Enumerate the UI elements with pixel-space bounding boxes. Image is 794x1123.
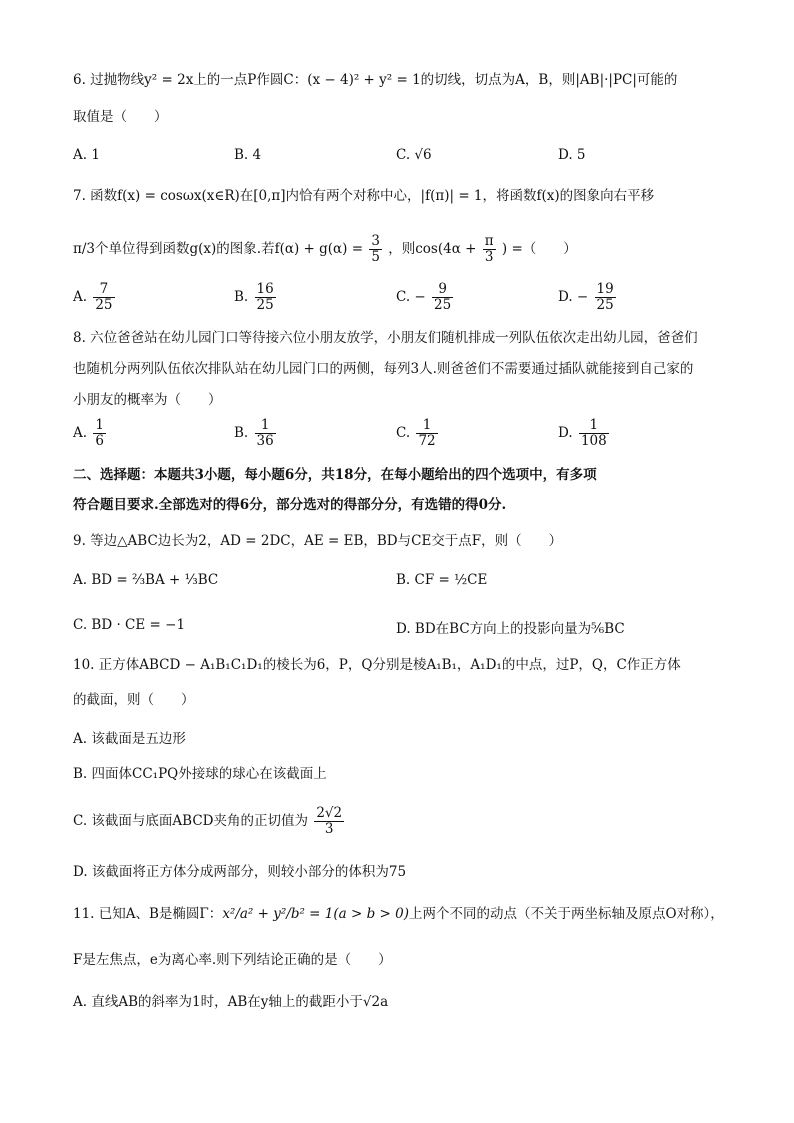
ellipse-equation: x²/a² + y²/b² = 1(a > b > 0) [222, 906, 409, 922]
question-7-stem-part-b: ，则cos(4α + [388, 240, 477, 257]
fraction-denominator: 3 [324, 820, 334, 837]
question-8-stem-line3: 小朋友的概率为（ ） [73, 392, 222, 408]
fraction-numerator: 16 [256, 281, 274, 297]
option-label: C. − [396, 288, 426, 305]
question-11-stem-line2: F是左焦点，e为离心率.则下列结论正确的是（ ） [73, 952, 392, 968]
fraction-numerator: 7 [93, 282, 114, 298]
question-10-option-a: A. 该截面是五边形 [73, 731, 186, 747]
option-fraction [416, 418, 437, 449]
fraction-numerator: 1 [416, 418, 437, 434]
question-9-option-b: B. CF = ½CE [396, 572, 488, 588]
question-8-stem-line1: 8. 六位爸爸站在幼儿园门口等待接六位小朋友放学，小朋友们随机排成一列队伍依次走出幼儿园，爸爸们 [73, 330, 698, 346]
question-6-stem-line1: 6. 过抛物线y² = 2x上的一点P作圆C：(x − 4)² + y² = 1的切线，切点为A，B，则|AB|·|PC|可能的 [73, 72, 678, 88]
question-9-option-c: C. BD · CE = −1 [73, 617, 186, 633]
fraction-denominator: 5 [371, 248, 380, 265]
section-2-heading-line2: 符合题目要求.全部选对的得6分，部分选对的得部分分，有选错的得0分. [73, 497, 507, 513]
question-7-fraction-3-5 [369, 234, 382, 265]
question-8-option-a [73, 418, 108, 449]
option-fraction [93, 418, 106, 449]
fraction-denominator: 6 [95, 432, 104, 449]
question-7-stem-line1: 7. 函数f(x) = cosωx(x∈R)在[0,π]内恰有两个对称中心，|f(π)| = 1，将函数f(x)的图象向右平移 [73, 188, 655, 204]
option-fraction [93, 282, 114, 313]
fraction-numerator: 1 [95, 417, 104, 433]
question-8-option-b [234, 418, 278, 449]
section-2-heading-line1: 二、选择题：本题共3小题，每小题6分，共18分，在每小题给出的四个选项中，有多项 [73, 467, 597, 483]
option-fraction [432, 282, 453, 313]
option-label: B. [234, 424, 249, 441]
option-label: A. [73, 288, 88, 305]
question-9-stem: 9. 等边△ABC边长为2，AD = 2DC，AE = EB，BD与CE交于点F，则（ ） [73, 533, 563, 549]
question-10-stem-line2: 的截面，则（ ） [73, 692, 195, 708]
fraction-numerator: 1 [255, 418, 276, 434]
question-6-stem-line2: 取值是（ ） [73, 109, 168, 125]
stem-part-a: 11. 已知A、B是椭圆Γ： [73, 906, 223, 922]
option-fraction [595, 282, 616, 313]
option-label: C. [396, 424, 411, 441]
question-6-option-a: A. 1 [73, 147, 100, 163]
fraction-denominator: 108 [580, 432, 607, 449]
option-fraction [314, 806, 344, 837]
question-9-option-d: D. BD在BC方向上的投影向量为⅚BC [396, 621, 625, 637]
option-label: D. − [558, 288, 589, 305]
question-6-option-c: C. √6 [396, 147, 432, 163]
option-label: D. [558, 424, 573, 441]
fraction-denominator: 36 [256, 432, 274, 449]
question-6-option-b: B. 4 [234, 147, 262, 163]
option-label: A. [73, 424, 88, 441]
question-7-stem-line2 [73, 234, 734, 265]
option-fraction [255, 282, 276, 313]
question-11-stem-line1 [73, 906, 734, 922]
question-7-option-a [73, 282, 117, 313]
question-8-option-c [396, 418, 440, 449]
option-fraction [255, 418, 276, 449]
option-text: C. 该截面与底面ABCD夹角的正切值为 [73, 812, 309, 829]
fraction-numerator: 1 [579, 418, 609, 434]
fraction-numerator: 19 [596, 281, 614, 297]
question-7-stem-part-a: π/3个单位得到函数g(x)的图象.若f(α) + g(α) = [73, 240, 364, 257]
question-10-option-d: D. 该截面将正方体分成两部分，则较小部分的体积为75 [73, 864, 407, 880]
question-10-option-c [73, 806, 346, 837]
option-fraction [579, 418, 609, 449]
question-8-option-d [558, 418, 611, 449]
fraction-denominator: 25 [434, 296, 452, 313]
question-11-option-a: A. 直线AB的斜率为1时，AB在y轴上的截距小于√2a [73, 994, 389, 1010]
fraction-numerator: 2√2 [316, 805, 343, 821]
question-7-option-b [234, 282, 278, 313]
fraction-denominator: 3 [484, 248, 494, 265]
stem-part-c: 上两个不同的动点（不关于两坐标轴及原点O对称）， [408, 906, 724, 922]
fraction-numerator: π [484, 233, 494, 249]
question-7-option-d [558, 282, 618, 313]
question-7-stem-part-c: ) =（ ） [501, 240, 577, 257]
question-8-stem-line2: 也随机分两列队伍依次排队站在幼儿园门口的两侧，每列3人.则爸爸们不需要通过插队就能接到自己家的 [73, 361, 694, 377]
fraction-denominator: 25 [256, 296, 274, 313]
question-10-stem-line1: 10. 正方体ABCD − A₁B₁C₁D₁的棱长为6，P，Q分别是棱A₁B₁，A₁D₁的中点，过P，Q，C作正方体 [73, 657, 681, 673]
question-7-option-c [396, 282, 455, 313]
question-7-fraction-pi-3 [483, 234, 496, 265]
question-10-option-b: B. 四面体CC₁PQ外接球的球心在该截面上 [73, 766, 327, 782]
question-9-option-a: A. BD = ⅔BA + ⅓BC [73, 572, 219, 588]
option-label: B. [234, 288, 249, 305]
fraction-denominator: 72 [418, 432, 436, 449]
fraction-denominator: 25 [95, 296, 113, 313]
fraction-denominator: 25 [596, 296, 614, 313]
question-6-option-d: D. 5 [558, 147, 586, 163]
fraction-numerator: 3 [371, 233, 380, 249]
fraction-numerator: 9 [432, 282, 453, 298]
